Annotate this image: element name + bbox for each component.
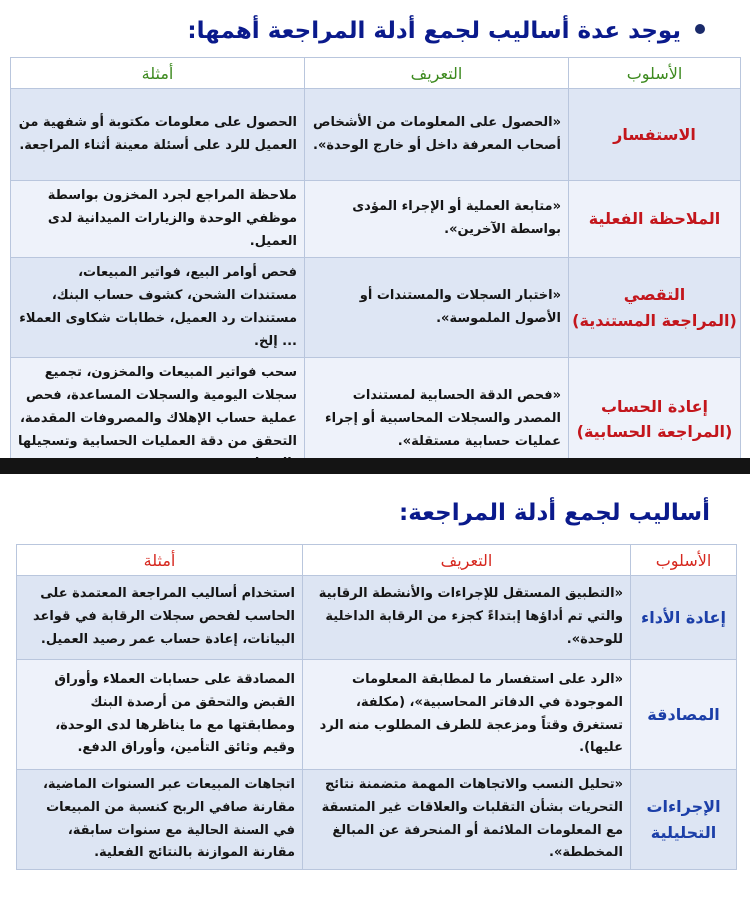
method-cell bbox=[569, 89, 741, 181]
header-definition: التعريف bbox=[303, 545, 631, 576]
examples-cell: الحصول على معلومات مكتوبة أو شفهية من العميل للرد على أسئلة معينة أثناء المراجعة. bbox=[11, 89, 305, 181]
method-subtitle: التحليلية bbox=[650, 822, 717, 842]
table-row bbox=[11, 258, 741, 358]
examples-cell: المصادقة على حسابات العملاء وأوراق القبض والتحقق من أرصدة البنك ومطابقتها مع ما يناظرها لدى الوحدة، وقيم وثائق التأمين، وأوراق الدفع. bbox=[17, 660, 303, 770]
methods-panel-2 bbox=[0, 474, 750, 899]
header-examples: أمثلة bbox=[17, 545, 303, 576]
method-cell bbox=[631, 576, 737, 660]
method-name: الاستفسار bbox=[613, 124, 696, 144]
screenshot-separator bbox=[0, 458, 750, 474]
method-cell bbox=[631, 660, 737, 770]
definition-cell: «فحص الدقة الحسابية لمستندات المصدر والسجلات المحاسبية أو إجراء عمليات حسابية مستقلة». bbox=[305, 358, 569, 481]
definition-cell: «التطبيق المستقل للإجراءات والأنشطة الرقابية والتي تم أداؤها إبتداءً كجزء من الرقابة الداخلية للوحدة». bbox=[303, 576, 631, 660]
table-row bbox=[17, 660, 737, 770]
section-1-title bbox=[187, 18, 705, 44]
table-row bbox=[17, 770, 737, 870]
method-cell bbox=[569, 181, 741, 258]
examples-cell: فحص أوامر البيع، فواتير المبيعات، مستندات الشحن، كشوف حساب البنك، مستندات رد العميل، خطابات شكاوى العملاء ... إلخ. bbox=[11, 258, 305, 358]
table-header-row bbox=[11, 58, 741, 89]
definition-cell: «متابعة العملية أو الإجراء المؤدى بواسطة الآخرين». bbox=[305, 181, 569, 258]
header-examples: أمثلة bbox=[11, 58, 305, 89]
method-name: الملاحظة الفعلية bbox=[588, 209, 721, 229]
header-method: الأسلوب bbox=[631, 545, 737, 576]
methods-table-2 bbox=[16, 544, 737, 870]
section-1-title-text: يوجد عدة أساليب لجمع أدلة المراجعة أهمها: bbox=[187, 18, 681, 44]
header-method: الأسلوب bbox=[569, 58, 741, 89]
methods-table-1 bbox=[10, 57, 741, 481]
method-cell bbox=[631, 770, 737, 870]
definition-cell: «تحليل النسب والاتجاهات المهمة متضمنة نتائج التحريات بشأن التقلبات والعلاقات غير المتسقة مع المعلومات الملائمة أو المنحرفة عن المبالغ المخططة». bbox=[303, 770, 631, 870]
table-row bbox=[11, 89, 741, 181]
method-subtitle: (المراجعة الحسابية) bbox=[576, 422, 733, 442]
examples-cell: ملاحظة المراجع لجرد المخزون بواسطة موظفي الوحدة والزيارات الميدانية لدى العميل. bbox=[11, 181, 305, 258]
bullet-icon bbox=[695, 24, 705, 34]
definition-cell: «الحصول على المعلومات من الأشخاص أصحاب المعرفة داخل أو خارج الوحدة». bbox=[305, 89, 569, 181]
definition-cell: «الرد على استفسار ما لمطابقة المعلومات الموجودة في الدفاتر المحاسبية»، (مكلفة، تستغرق وقتاً ومزعجة للطرف المطلوب منه الرد عليها). bbox=[303, 660, 631, 770]
definition-cell: «اختبار السجلات والمستندات أو الأصول الملموسة». bbox=[305, 258, 569, 358]
examples-cell: سحب فواتير المبيعات والمخزون، تجميع سجلات اليومية والسجلات المساعدة، فحص عملية حساب الإهلاك والمصروفات المقدمة، التحقق من دقة العمليات الحسابية وتسجيلها bbox=[11, 358, 305, 481]
method-cell bbox=[569, 258, 741, 358]
table-header-row bbox=[17, 545, 737, 576]
table-row bbox=[11, 181, 741, 258]
header-definition: التعريف bbox=[305, 58, 569, 89]
table-row bbox=[17, 576, 737, 660]
method-name: التقصي bbox=[623, 285, 686, 305]
method-name: إعادة الحساب bbox=[600, 396, 709, 416]
method-subtitle: (المراجعة المستندية) bbox=[572, 310, 737, 330]
method-name: المصادقة bbox=[647, 704, 720, 724]
section-2-title: أساليب لجمع أدلة المراجعة: bbox=[399, 500, 710, 526]
method-name: إعادة الأداء bbox=[641, 607, 726, 627]
examples-cell: استخدام أساليب المراجعة المعتمدة على الحاسب لفحص سجلات الرقابة في قواعد البيانات، إعادة حساب عمر رصيد العميل. bbox=[17, 576, 303, 660]
examples-cell: اتجاهات المبيعات عبر السنوات الماضية، مقارنة صافي الربح كنسبة من المبيعات في السنة الحالية مع سنوات سابقة، مقارنة الموازنة بالنتائج الفعلية. bbox=[17, 770, 303, 870]
method-name: الإجراءات bbox=[646, 796, 721, 816]
